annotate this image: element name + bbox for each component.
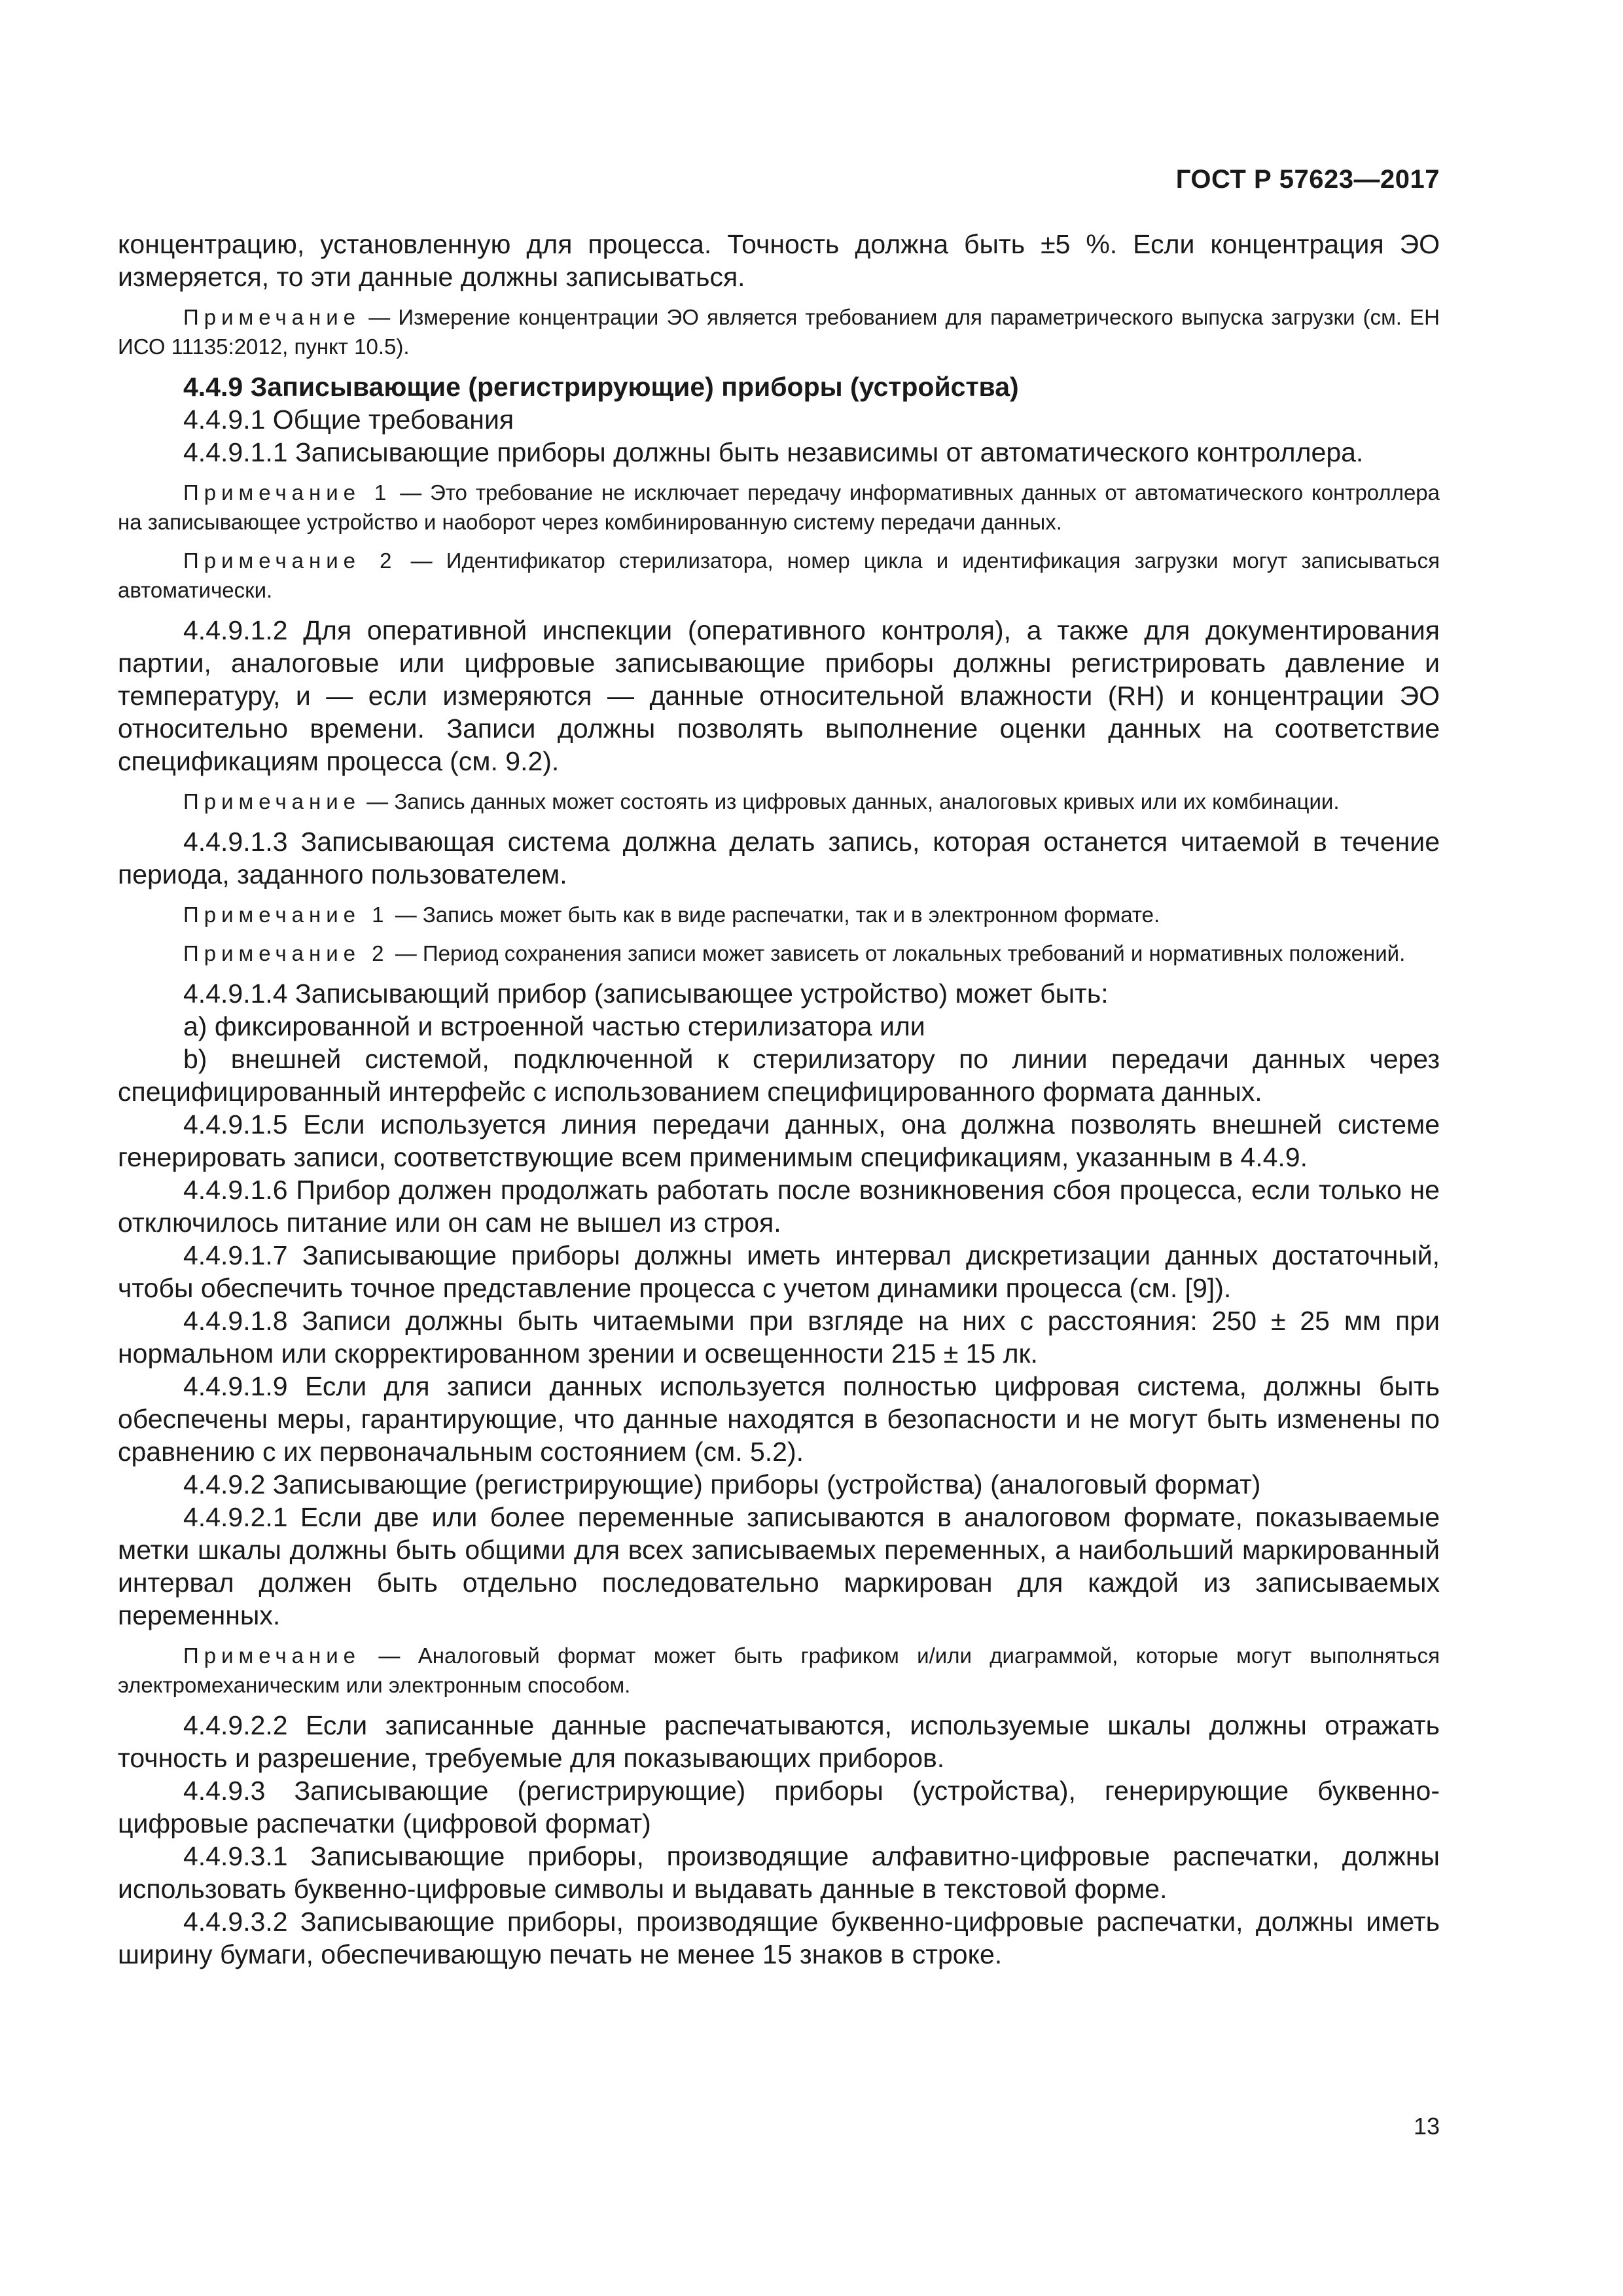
note-text: — Запись может быть как в виде распечатки, так и в электронном формате.	[389, 903, 1160, 927]
body-paragraph: 4.4.9.2.2 Если записанные данные распечатываются, используемые шкалы должны отражать точность и разрешение, требуемые для показывающих приборов.	[118, 1710, 1440, 1773]
body-paragraph: 4.4.9.1.4 Записывающий прибор (записывающее устройство) может быть:	[183, 978, 1109, 1009]
body-paragraph: 4.4.9.1.5 Если используется линия передачи данных, она должна позволять внешней системе генерировать записи, соответствующие всем применимым спецификациям, указанным в 4.4.9.	[118, 1109, 1440, 1172]
note-text: — Период сохранения записи может зависеть от локальных требований и нормативных положений.	[389, 941, 1406, 965]
note-paragraph	[118, 478, 1440, 537]
note-paragraph	[118, 787, 1440, 816]
body-paragraph: концентрацию, установленную для процесса. Точность должна быть ±5 %. Если концентрация ЭО измеряется, то эти данные должны записываться.	[118, 229, 1440, 292]
body-paragraph: 4.4.9.1.3 Записывающая система должна делать запись, которая останется читаемой в течение периода, заданного пользователем.	[118, 827, 1440, 889]
body-paragraph: 4.4.9.1.9 Если для записи данных используется полностью цифровая система, должны быть обеспечены меры, гарантирующие, что данные находятся в безопасности и не могут быть изменены по сравнению с их первоначальным состоянием (см. 5.2).	[118, 1371, 1440, 1467]
body-paragraph: b) внешней системой, подключенной к стерилизатору по линии передачи данных через специфицированный интерфейс с использованием специфицированного формата данных.	[118, 1044, 1440, 1107]
note-paragraph	[118, 939, 1440, 968]
note-label: Примечание 1	[183, 480, 392, 505]
note-text: — Идентификатор стерилизатора, номер цикла и идентификация загрузки могут записываться автоматически.	[118, 548, 1440, 602]
body-paragraph: 4.4.9.1.7 Записывающие приборы должны иметь интервал дискретизации данных достаточный, чтобы обеспечить точное представление процесса с учетом динамики процесса (см. [9]).	[118, 1240, 1440, 1303]
document-page	[118, 0, 1440, 2296]
note-paragraph	[118, 900, 1440, 929]
body-paragraph: 4.4.9.3 Записывающие (регистрирующие) приборы (устройства), генерирующие буквенно-цифровые распечатки (цифровой формат)	[118, 1776, 1440, 1839]
note-text: — Измерение концентрации ЭО является требованием для параметрического выпуска загрузки (см. ЕН ИСО 11135:2012, пункт 10.5).	[118, 305, 1440, 359]
body-paragraph: 4.4.9.2.1 Если две или более переменные записываются в аналоговом формате, показываемые метки шкалы должны быть общими для всех записываемых переменных, а наибольший маркированный интервал должен быть отдельно последовательно маркирован для каждой из записываемых переменных.	[118, 1502, 1440, 1630]
body-paragraph: 4.4.9.3.2 Записывающие приборы, производящие буквенно-цифровые распечатки, должны иметь ширину бумаги, обеспечивающую печать не менее 15 знаков в строке.	[118, 1907, 1440, 1969]
note-paragraph	[118, 546, 1440, 605]
body-paragraph: 4.4.9.1.2 Для оперативной инспекции (оперативного контроля), а также для документирования партии, аналоговые или цифровые записывающие приборы должны регистрировать давление и температуру, и — если измеряются — данные относительной влажности (RH) и концентрации ЭО относительно времени. Записи должны позволять выполнение оценки данных на соответствие спецификациям процесса (см. 9.2).	[118, 615, 1440, 776]
note-label: Примечание 2	[183, 941, 389, 965]
document-body	[118, 228, 1440, 1971]
body-paragraph: 4.4.9.1 Общие требования	[183, 404, 514, 435]
note-label: Примечание 1	[183, 903, 389, 927]
body-paragraph: 4.4.9.3.1 Записывающие приборы, производящие алфавитно-цифровые распечатки, должны использовать буквенно-цифровые символы и выдавать данные в текстовой форме.	[118, 1841, 1440, 1904]
note-paragraph	[118, 302, 1440, 361]
body-paragraph: 4.4.9.2 Записывающие (регистрирующие) приборы (устройства) (аналоговый формат)	[183, 1469, 1261, 1499]
page-number: 13	[1413, 2113, 1440, 2140]
note-paragraph	[118, 1641, 1440, 1700]
standard-designation: ГОСТ Р 57623—2017	[1175, 165, 1440, 194]
body-paragraph: 4.4.9.1.6 Прибор должен продолжать работать после возникновения сбоя процесса, если только не отключилось питание или он сам не вышел из строя.	[118, 1175, 1440, 1238]
body-paragraph: a) фиксированной и встроенной частью стерилизатора или	[183, 1011, 925, 1041]
body-paragraph: 4.4.9.1.8 Записи должны быть читаемыми при взгляде на них с расстояния: 250 ± 25 мм при нормальном или скорректированном зрении и освещенности 215 ± 15 лк.	[118, 1306, 1440, 1369]
section-heading: 4.4.9 Записывающие (регистрирующие) приборы (устройства)	[183, 372, 1019, 402]
note-text: — Это требование не исключает передачу информативных данных от автоматического контроллера на записывающее устройство и наоборот через комбинированную систему передачи данных.	[118, 480, 1440, 534]
body-paragraph: 4.4.9.1.1 Записывающие приборы должны быть независимы от автоматического контроллера.	[183, 437, 1364, 467]
note-text: — Аналоговый формат может быть графиком и/или диаграммой, которые могут выполняться электромеханическим или электронным способом.	[118, 1643, 1440, 1697]
note-text: — Запись данных может состоять из цифровых данных, аналоговых кривых или их комбинации.	[361, 789, 1340, 814]
note-label: Примечание	[183, 1643, 361, 1668]
note-label: Примечание	[183, 305, 361, 329]
note-label: Примечание 2	[183, 548, 397, 573]
note-label: Примечание	[183, 789, 361, 814]
